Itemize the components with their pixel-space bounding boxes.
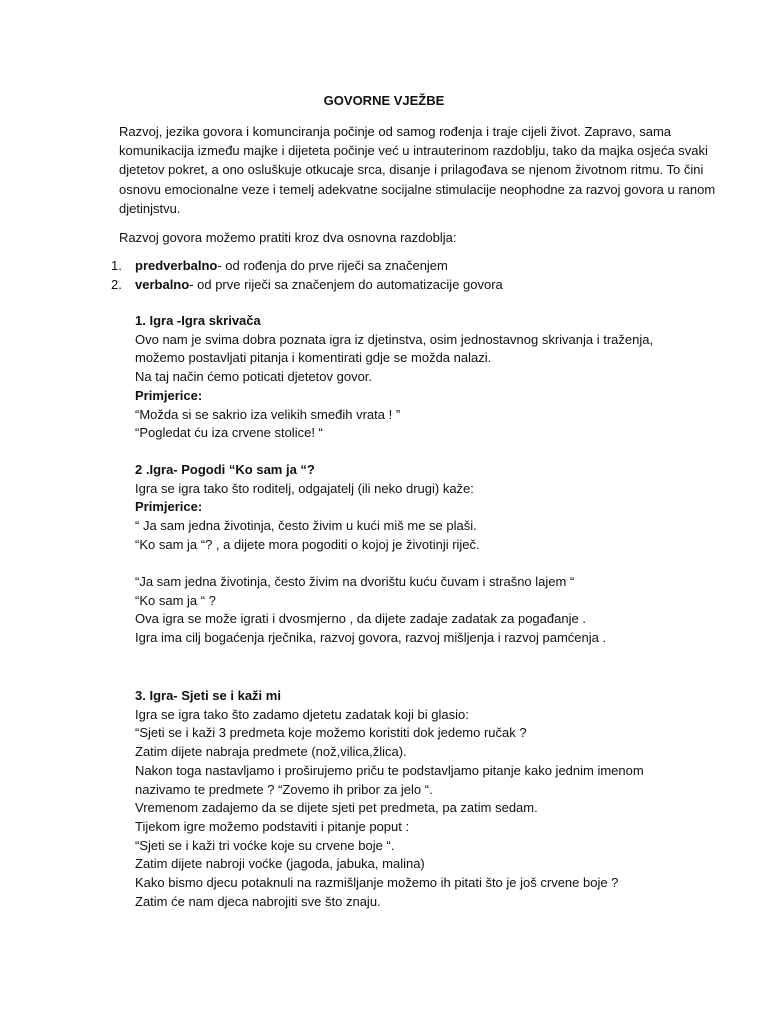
game-2-line: “Ko sam ja “? , a dijete mora pogoditi o kojoj je životinji riječ. [135,536,480,552]
periods-list [111,256,503,294]
game-3-line: Kako bismo djecu potaknuli na razmišljanje možemo ih pitati što je još crvene boje ? [135,875,619,891]
list-number: 2. [111,277,122,292]
examples-label: Primjerice: [135,387,203,403]
game-3-line: nazivamo te predmete ? “Zovemo ih pribor za jelo “. [135,781,433,797]
game-1-line: možemo postavljati pitanja i komentirati gdje se možda nalazi. [135,350,492,366]
game-2-line: “ Ja sam jedna životinja, često živim u kući miš me se plaši. [135,518,477,534]
game-2-line: Igra ima cilj bogaćenja rječnika, razvoj govora, razvoj mišljenja i razvoj pamćenja . [135,630,607,646]
game-3-line: “Sjeti se i kaži tri voćke koje su crvene boje “. [135,837,395,853]
intro-line: djetinjstvu. [119,200,181,216]
game-1-line: Ovo nam je svima dobra poznata igra iz djetinstva, osim jednostavnog skrivanja i traženja, [135,331,654,347]
game-3-heading: 3. Igra- Sjeti se i kaži mi [135,688,281,703]
game-2-intro: Igra se igra tako što roditelj, odgajatelj (ili neko drugi) kaže: [135,480,474,496]
game-1-heading: 1. Igra -Igra skrivača [135,313,261,328]
game-3-section [135,687,644,911]
period-description: - od prve riječi sa značenjem do automatizacije govora [189,277,503,292]
game-2-section [135,461,480,555]
game-3-line: Nakon toga nastavljamo i proširujemo priču te podstavljamo pitanje kako jednim imenom [135,762,644,778]
game-3-line: Tijekom igre možemo podstaviti i pitanje poput : [135,818,410,834]
game-1-line: Na taj način ćemo poticati djetetov govor. [135,369,373,385]
game-3-line: Igra se igra tako što zadamo djetetu zadatak koji bi glasio: [135,706,469,722]
intro-line: osnovu emocionalne veze i temelj adekvatne socijalne stimulacije neophodne za razvoj govora u ranom [119,181,716,197]
game-2-line: “Ko sam ja “ ? [135,592,216,608]
intro-line: Razvoj, jezika govora i komunciranja počinje od samog rođenja i traje cijeli život. Zapravo, sama [119,124,672,139]
game-2-line: Ova igra se može igrati i dvosmjerno , da dijete zadaje zadatak za pogađanje . [135,611,586,627]
document-title: GOVORNE VJEŽBE [323,93,445,108]
game-3-line: “Sjeti se i kaži 3 predmeta koje možemo koristiti dok jedemo ručak ? [135,725,527,741]
game-1-example: “Pogledat ću iza crvene stolice! “ [135,425,323,441]
game-3-line: Vremenom zadajemo da se dijete sjeti pet predmeta, pa zatim sedam. [135,800,538,816]
list-item [111,275,503,294]
period-description: - od rođenja do prve riječi sa značenjem [217,258,448,273]
intro-paragraph [119,122,716,218]
game-2-line: “Ja sam jedna životinja, često živim na dvorištu kuću čuvam i strašno lajem “ [135,574,575,589]
intro-line: djetetov pokret, a ono osluškuje otkucaje srca, disanje i prilagođava se njenom životnom ritmu. To čini [119,162,704,178]
game-3-line: Zatim dijete nabroji voćke (jagoda, jabuka, malina) [135,856,425,872]
period-term: predverbalno [135,258,218,273]
period-term: verbalno [135,277,190,292]
game-3-line: Zatim dijete nabraja predmete (nož,vilica,žlica). [135,744,407,760]
game-2-heading: 2 .Igra- Pogodi “Ko sam ja “? [135,462,315,477]
list-item [111,256,503,275]
intro-line: komunikacija između majke i dijeteta počinje već u intrauterinom razdoblju, tako da majka osjeća svaki [119,143,708,159]
game-3-line: Zatim će nam djeca nabrojiti sve što znaju. [135,893,381,909]
list-number: 1. [111,258,122,273]
game-1-section [135,312,653,443]
game-2-continued [135,573,606,648]
game-1-example: “Možda si se sakrio iza velikih smeđih vrata ! ” [135,406,401,422]
periods-intro: Razvoj govora možemo pratiti kroz dva osnovna razdoblja: [119,230,457,245]
examples-label: Primjerice: [135,499,203,515]
